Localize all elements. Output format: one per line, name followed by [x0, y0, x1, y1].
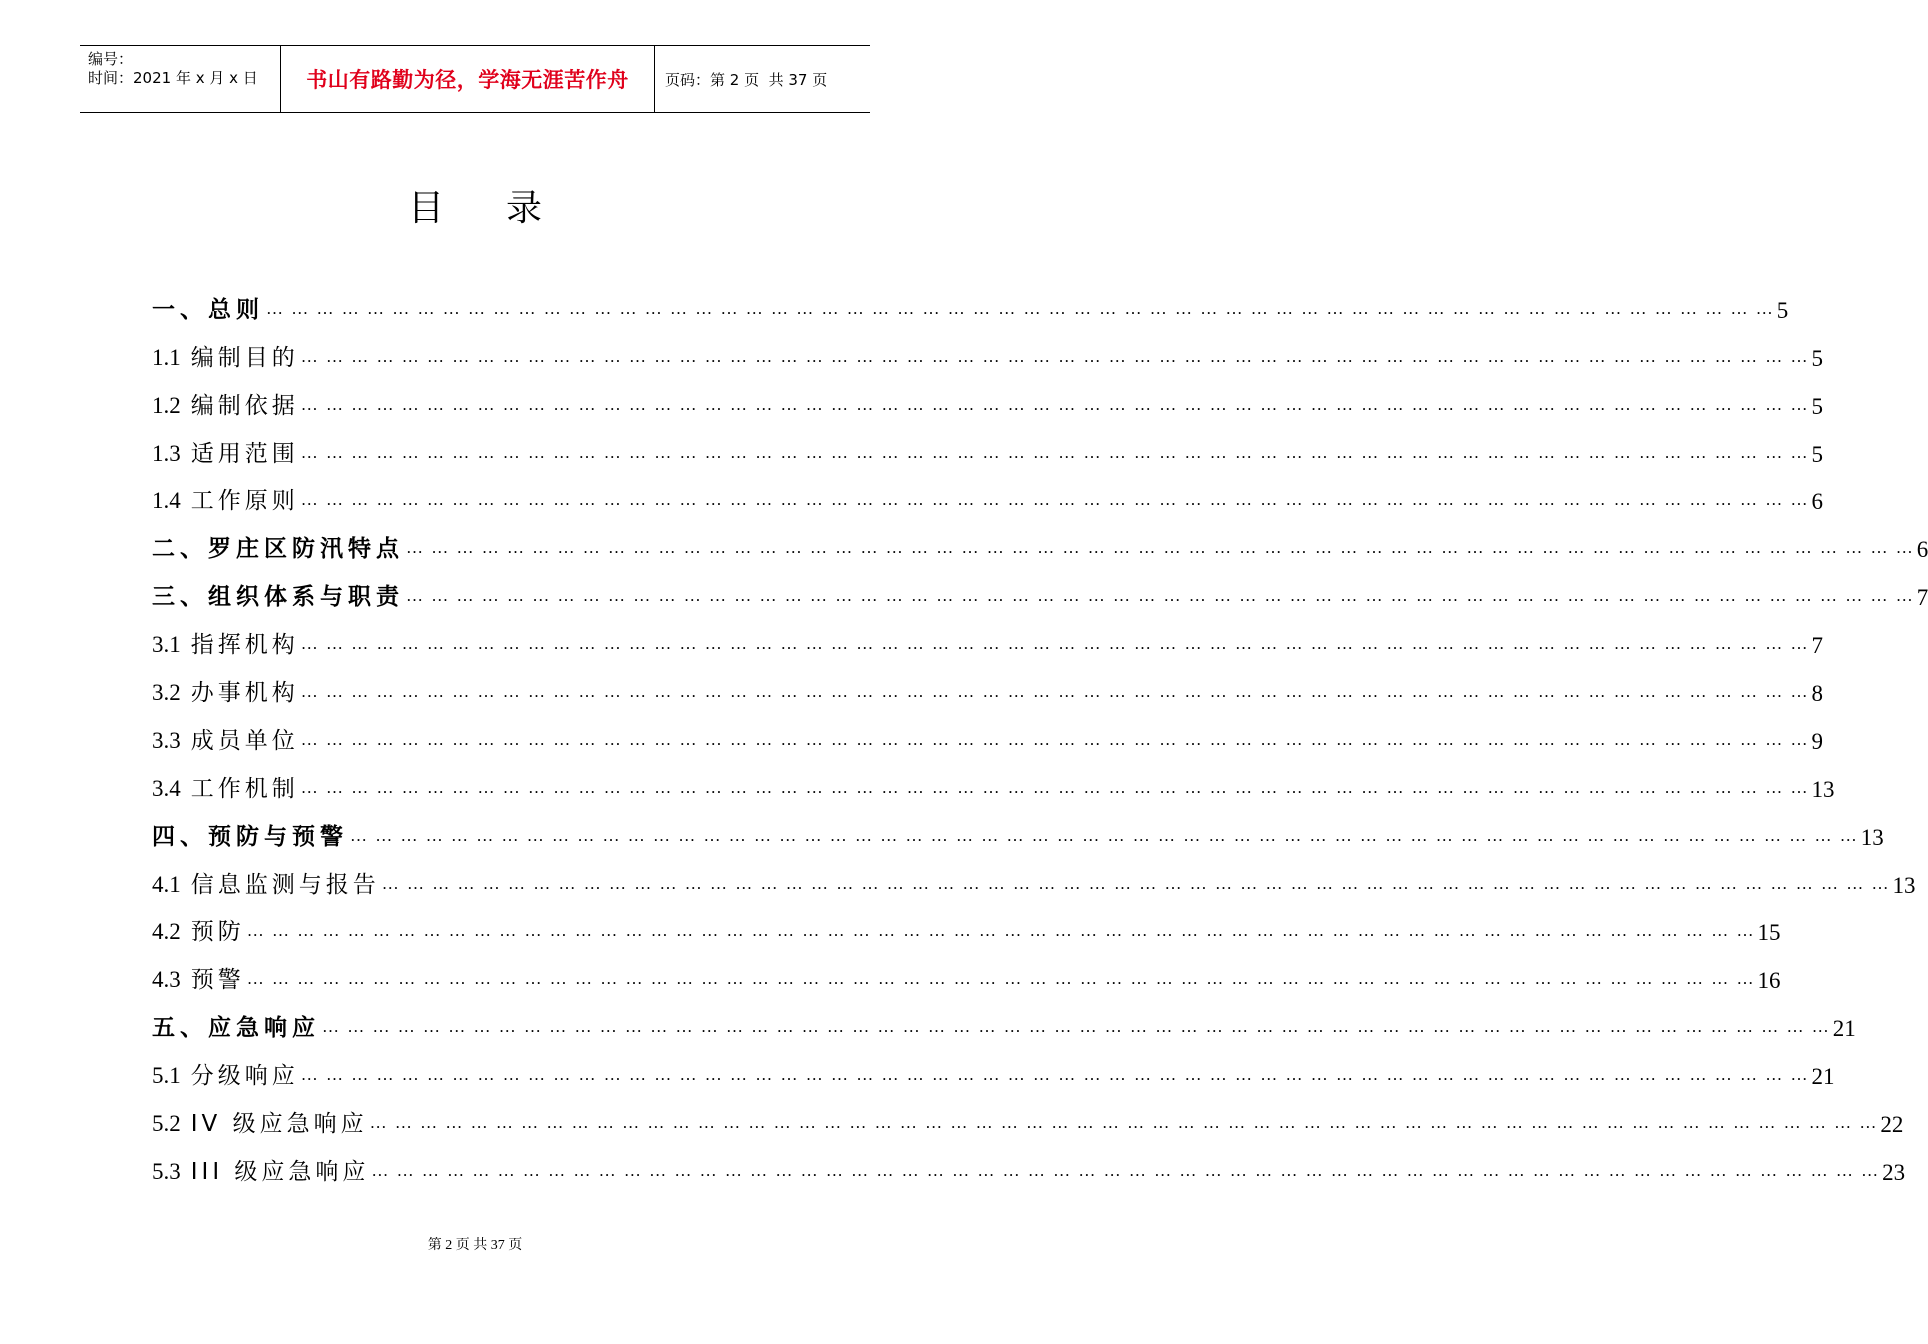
toc-entry-page: 21 — [1811, 1064, 1835, 1090]
toc-leader-dots: … … … … … … … … … … … … … … … … … … … … … … … … … … … … … … … … … … … … … … … … … … … … … … … … … … … … … … … … … … … … — [300, 442, 1810, 462]
toc-entry[interactable] — [152, 1138, 1906, 1186]
toc-entry-label — [152, 818, 348, 851]
title-char-2: 录 — [506, 188, 543, 229]
toc-entry-page: 5 — [1811, 345, 1823, 371]
toc-leader-dots: … … … … … … … … … … … … … … … … … … … … … … … … … … … … … … … … … … … … … … … … … … … … … … … … … … … … … … … … … … … … — [300, 1065, 1810, 1085]
toc-leader-dots: … … … … … … … … … … … … … … … … … … … … … … … … … … … … … … … … … … … … … … … … … … … … … … … … … … … … … … … … … … … … — [371, 1160, 1881, 1180]
toc-entry-number: 3.2 — [152, 680, 181, 706]
toc-entry[interactable] — [152, 563, 1928, 611]
toc-entry-page: 15 — [1757, 920, 1781, 946]
toc-entry[interactable] — [152, 515, 1928, 563]
toc-entry-number: 4.1 — [152, 871, 181, 897]
toc-entry-page: 7 — [1916, 585, 1928, 611]
toc-entry-page: 22 — [1880, 1112, 1904, 1138]
toc-entry-page: 5 — [1811, 441, 1823, 467]
toc-entry-label — [152, 578, 404, 611]
toc-entry-page: 9 — [1811, 728, 1823, 754]
page-footer: 第 2 页 共 37 页 — [427, 1238, 523, 1253]
toc-entry-page: 23 — [1882, 1159, 1906, 1185]
toc-leader-dots: … … … … … … … … … … … … … … … … … … … … … … … … … … … … … … … … … … … … … … … … … … … … … … … … … … … … … … … … … … … … — [406, 538, 1915, 558]
toc-entry-page: 21 — [1832, 1016, 1856, 1042]
toc-entry[interactable] — [152, 803, 1884, 851]
toc-entry-label — [152, 1009, 320, 1042]
toc-entry-text: 三、组织体系与职责 — [152, 584, 404, 611]
toc-entry-label — [152, 530, 404, 563]
toc-entry-text: 编制依据 — [190, 392, 299, 419]
toc-entry-label — [152, 1057, 299, 1090]
toc-entry[interactable] — [152, 755, 1835, 803]
toc-entry-label — [152, 770, 299, 803]
toc-entry-label — [152, 866, 380, 899]
toc-entry-number: 1.2 — [152, 392, 181, 418]
toc-entry-text: 分级响应 — [190, 1063, 299, 1090]
toc-leader-dots: … … … … … … … … … … … … … … … … … … … … … … … … … … … … … … … … … … … … … … … … … … … … … … … … … … … … … … … … … … … … — [300, 777, 1810, 797]
toc-entry[interactable] — [152, 851, 1916, 899]
toc-entry-page: 16 — [1757, 968, 1781, 994]
toc-entry-page: 13 — [1811, 776, 1835, 802]
toc-entry-label — [152, 291, 264, 324]
toc-leader-dots: … … … … … … … … … … … … … … … … … … … … … … … … … … … … … … … … … … … … … … … … … … … … … … … … … … … … … … … … … … … … — [300, 682, 1810, 702]
toc-entry-number: 3.3 — [152, 727, 181, 753]
toc-entry[interactable] — [152, 899, 1781, 947]
page-title — [0, 180, 950, 231]
toc-entry-number: 1.3 — [152, 440, 181, 466]
toc-entry[interactable] — [152, 1042, 1835, 1090]
toc-entry[interactable] — [152, 324, 1823, 372]
toc-entry-label — [152, 339, 299, 372]
toc-entry-page: 5 — [1811, 393, 1823, 419]
toc-leader-dots: … … … … … … … … … … … … … … … … … … … … … … … … … … … … … … … … … … … … … … … … … … … … … … … … … … … … … … … … … … … … — [406, 586, 1915, 606]
toc-entry-page: 6 — [1811, 489, 1823, 515]
toc-entry-text: 五、应急响应 — [152, 1015, 320, 1042]
toc-entry-label — [152, 913, 245, 946]
toc-leader-dots: … … … … … … … … … … … … … … … … … … … … … … … … … … … … … … … … … … … … … … … … … … … … … … … … … … … … … … … … … … … … — [322, 1017, 1831, 1037]
toc-entry-text: 适用范围 — [190, 440, 299, 467]
toc-leader-dots: … … … … … … … … … … … … … … … … … … … … … … … … … … … … … … … … … … … … … … … … … … … … … … … … … … … … … … … … … … … … — [300, 394, 1810, 414]
toc-entry[interactable] — [152, 1090, 1904, 1138]
toc-entry-label — [152, 626, 299, 659]
toc-entry[interactable] — [152, 946, 1781, 994]
header-page-info: 页码：第 2 页 共 37 页 — [665, 70, 828, 89]
toc-entry-number: 1.1 — [152, 344, 181, 370]
toc-leader-dots: … … … … … … … … … … … … … … … … … … … … … … … … … … … … … … … … … … … … … … … … … … … … … … … … … … … … … … … … … … … … — [381, 873, 1891, 893]
toc-entry-label — [152, 387, 299, 420]
header-motto: 书山有路勤为径，学海无涯苦作舟 — [281, 46, 655, 112]
toc-entry[interactable] — [152, 611, 1823, 659]
title-char-1: 目 — [407, 188, 444, 229]
toc-entry-label — [152, 722, 299, 755]
toc-entry-number: 3.1 — [152, 632, 181, 658]
toc-leader-dots: … … … … … … … … … … … … … … … … … … … … … … … … … … … … … … … … … … … … … … … … … … … … … … … … … … … … … … … … … … … … — [246, 969, 1756, 989]
toc-entry-page: 8 — [1811, 681, 1823, 707]
document-number-label: 编号： — [88, 50, 134, 68]
header-meta — [80, 46, 281, 112]
table-of-contents — [152, 276, 1928, 1186]
toc-leader-dots: … … … … … … … … … … … … … … … … … … … … … … … … … … … … … … … … … … … … … … … … … … … … … … … … … … … … … … … … … … … … — [300, 634, 1810, 654]
toc-entry-text: 一、总则 — [152, 296, 264, 323]
toc-entry-text: 工作机制 — [190, 775, 299, 802]
document-time-label: 时间：2021 年 x 月 x 日 — [88, 69, 258, 87]
toc-entry-label — [152, 674, 299, 707]
toc-entry-text: 二、罗庄区防汛特点 — [152, 536, 404, 563]
toc-entry-number: 4.2 — [152, 919, 181, 945]
toc-entry-number: 4.3 — [152, 967, 181, 993]
toc-entry[interactable] — [152, 994, 1856, 1042]
toc-leader-dots: … … … … … … … … … … … … … … … … … … … … … … … … … … … … … … … … … … … … … … … … … … … … … … … … … … … … … … … … … … … … — [350, 825, 1859, 845]
toc-entry-text: 编制目的 — [190, 344, 299, 371]
toc-leader-dots: … … … … … … … … … … … … … … … … … … … … … … … … … … … … … … … … … … … … … … … … … … … … … … … … … … … … … … … … … … … … — [300, 729, 1810, 749]
toc-entry-text: 工作原则 — [190, 488, 299, 515]
toc-entry-number: 3.4 — [152, 775, 181, 801]
toc-entry-text: 办事机构 — [190, 680, 299, 707]
toc-entry-text: 成员单位 — [190, 727, 299, 754]
toc-entry-number: 1.4 — [152, 488, 181, 514]
toc-entry-number: 5.1 — [152, 1063, 181, 1089]
toc-entry-number: 5.3 — [152, 1158, 181, 1184]
toc-entry-page: 7 — [1811, 633, 1823, 659]
toc-entry-label — [152, 961, 245, 994]
toc-entry-page: 6 — [1916, 537, 1928, 563]
toc-entry-page: 5 — [1776, 297, 1789, 323]
toc-entry-text: IV 级应急响应 — [190, 1111, 368, 1138]
toc-entry-text: III 级应急响应 — [190, 1158, 370, 1185]
toc-leader-dots: … … … … … … … … … … … … … … … … … … … … … … … … … … … … … … … … … … … … … … … … … … … … … … … … … … … … … … … … … … … … — [246, 921, 1756, 941]
toc-entry-number: 5.2 — [152, 1111, 181, 1137]
toc-entry-label — [152, 435, 299, 468]
toc-entry[interactable] — [152, 468, 1823, 516]
toc-entry-label — [152, 1105, 368, 1138]
toc-entry-text: 指挥机构 — [190, 632, 299, 659]
toc-leader-dots: … … … … … … … … … … … … … … … … … … … … … … … … … … … … … … … … … … … … … … … … … … … … … … … … … … … … … … … … … … … … — [300, 346, 1810, 366]
document-header — [80, 45, 870, 113]
toc-entry-text: 信息监测与报告 — [190, 871, 380, 898]
toc-leader-dots: … … … … … … … … … … … … … … … … … … … … … … … … … … … … … … … … … … … … … … … … … … … … … … … … … … … … … … … … … … … … — [266, 298, 1775, 318]
toc-entry-page: 13 — [1860, 824, 1884, 850]
toc-entry[interactable] — [152, 372, 1823, 420]
toc-entry-label — [152, 1153, 369, 1186]
toc-entry-label — [152, 482, 299, 515]
toc-leader-dots: … … … … … … … … … … … … … … … … … … … … … … … … … … … … … … … … … … … … … … … … … … … … … … … … … … … … … … … … … … … … — [300, 490, 1810, 510]
toc-entry-text: 四、预防与预警 — [152, 823, 348, 850]
toc-entry-text: 预防 — [190, 919, 245, 946]
toc-entry[interactable] — [152, 707, 1823, 755]
toc-entry-page: 13 — [1892, 872, 1916, 898]
toc-leader-dots: … … … … … … … … … … … … … … … … … … … … … … … … … … … … … … … … … … … … … … … … … … … … … … … … … … … … … … … … … … … … — [369, 1113, 1879, 1133]
toc-entry-text: 预警 — [190, 967, 245, 994]
toc-entry[interactable] — [152, 276, 1789, 324]
toc-entry[interactable] — [152, 420, 1823, 468]
toc-entry[interactable] — [152, 659, 1823, 707]
